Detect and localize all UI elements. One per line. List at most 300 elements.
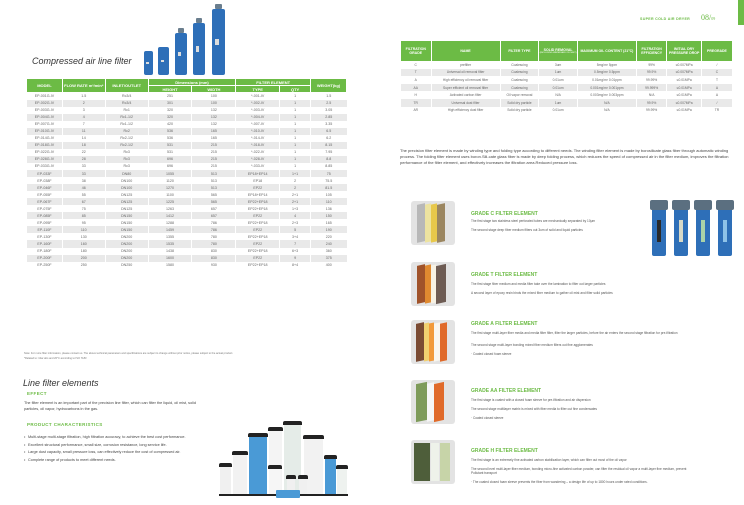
grade-h-line: The second level multi-layer fiber medium, bonding micro-fine activated carbon powder, can filter the residual oil vapor a multi-layer fine medium, prevent Pollutant transport <box>471 467 687 476</box>
precision-filter-description: The precision filter element is made by winding type and folding type according to different needs. The winding filter element is made by borosilicate glass fiber through automatic winding process. The folding filter element uses boron.Sili-cate glass fiber is made by deep folding process, which reduces the speed of compressed air in the filter medium, improves the filtration performance of the filter element, and effectively increases the filtration area.Reduced pressure loss. <box>400 148 729 165</box>
table-cell: EP-250F <box>27 262 63 269</box>
table-cell: Solid dry particle <box>500 107 539 115</box>
table-cell: Activated carbon filter <box>431 91 500 99</box>
cartridge <box>299 478 307 496</box>
cartridge <box>233 454 247 496</box>
table-cell: 696 <box>148 156 192 163</box>
table-row <box>401 107 733 115</box>
table-cell: 8.8 <box>311 156 347 163</box>
table-cell: Rc3/4 <box>105 100 148 107</box>
table-cell: 75 <box>62 205 105 212</box>
grade-a-line: · Coated closed foam sleeve <box>471 352 512 356</box>
effect-heading: EFFECT <box>27 391 47 396</box>
table-cell: Rc1-1/2 <box>105 121 148 128</box>
grade-a-line: The first stage multi-layer fiber media and media filter filter, filter the larger particles, before the air enters the second stage filtration for pre-filtration <box>471 331 678 335</box>
table-cell: 132 <box>192 121 236 128</box>
table-cell: *-003-IV <box>236 107 280 114</box>
table-cell: 81.5 <box>311 184 347 191</box>
table-cell: Rc1 <box>105 107 148 114</box>
table-cell: 6.5 <box>311 128 347 135</box>
table-cell: 1288 <box>148 219 192 226</box>
table-row <box>27 121 347 128</box>
table-cell: DN200 <box>105 248 148 255</box>
table-cell: Coalescing <box>500 69 539 77</box>
table-row <box>27 177 347 184</box>
table-cell: 2 <box>280 177 311 184</box>
table-cell: Rc2-1/2 <box>105 142 148 149</box>
table-cell: 2.5 <box>311 100 347 107</box>
table-cell: 6+3 <box>280 248 311 255</box>
table-cell: 11 <box>62 128 105 135</box>
header-inlet-outlet: INLET/OUTLET <box>105 79 148 93</box>
table-cell: EP22+EP18 <box>236 205 280 212</box>
table-row <box>27 205 347 212</box>
table-cell: ≤0.01MPa <box>667 84 702 92</box>
table-cell: 215 <box>192 163 236 170</box>
table-cell: 251 <box>148 93 192 100</box>
table-row <box>27 219 347 226</box>
table-cell: EP-055F <box>27 191 63 198</box>
table-row <box>27 149 347 156</box>
table-cell: 1600 <box>148 255 192 262</box>
table-row <box>27 135 347 142</box>
table-cell: 9 <box>280 255 311 262</box>
header-solid-removal-sub: (INCLUDING WATER AND OIL MIST) <box>539 51 577 54</box>
table-cell: 1+1 <box>280 170 311 177</box>
header-grade: FILTRATION GRADE <box>401 41 432 61</box>
table-note: Note: For more filter information, please contact us. The above technical parameters and specifications are subject to change without prior notice, please subject to the actual product. <box>24 352 234 355</box>
table-cell: AA <box>401 84 432 92</box>
grade-c-line: The first stage two stainless steel perforated tubes are mechanically separated by 10μm <box>471 219 596 223</box>
page-number <box>701 13 715 22</box>
page-tab-bar <box>738 0 744 25</box>
table-cell: 1.5 <box>62 93 105 100</box>
table-cell: 1 <box>280 107 311 114</box>
table-cell: 1 <box>280 121 311 128</box>
table-cell: 420 <box>148 121 192 128</box>
table-row <box>401 69 733 77</box>
table-row <box>27 212 347 219</box>
table-cell: 1263 <box>148 205 192 212</box>
table-cell: EP-130F <box>27 233 63 240</box>
table-cell: 5 <box>280 226 311 233</box>
table-cell: 8.85 <box>311 163 347 170</box>
filter-housing <box>193 23 205 75</box>
table-footnote: *Related to: 1bar abs and 20°C according to ISO 7183 <box>24 357 87 360</box>
table-cell: EP-046F <box>27 184 63 191</box>
table-cell: DN200 <box>105 233 148 240</box>
table-cell: 1 <box>280 149 311 156</box>
table-cell: 130 <box>62 233 105 240</box>
table-row <box>27 233 347 240</box>
table-cell: EP22+EP18 <box>236 262 280 269</box>
table-row <box>27 93 347 100</box>
table-cell: 400 <box>311 262 347 269</box>
table-row <box>27 248 347 255</box>
table-cell: EP-075F <box>27 205 63 212</box>
header-pressure-drop: INITIAL DRY PRESSURE DROP <box>667 41 702 61</box>
table-cell: High efficiency oil removal filter <box>431 76 500 84</box>
grade-aa-title: GRADE AA FILTER ELEMENT <box>471 388 542 394</box>
filter-housing <box>175 33 187 75</box>
grade-c-line: The second stage deep fiber medium filters out 3um of solid and liquid particles <box>471 228 583 232</box>
table-cell: 200 <box>62 255 105 262</box>
table-cell: 215 <box>192 142 236 149</box>
table-cell: 513 <box>192 177 236 184</box>
table-cell: *-001-IV <box>236 93 280 100</box>
table-cell: DN150 <box>105 219 148 226</box>
table-cell: 95 <box>62 219 105 226</box>
table-row <box>27 142 347 149</box>
page-number-current: 08/ <box>701 13 712 22</box>
table-cell: 165 <box>192 135 236 142</box>
list-item: • Large dust capacity, small pressure loss, can effectively reduce the cost of compressed air. <box>24 450 208 455</box>
table-row <box>27 255 347 262</box>
table-cell: EP-067F <box>27 198 63 205</box>
table-cell: *-002-IV <box>236 100 280 107</box>
table-cell: 99.999% <box>636 84 667 92</box>
table-cell: 2+1 <box>280 198 311 205</box>
table-cell: 375 <box>311 255 347 262</box>
line-filter-spec-table <box>26 78 347 269</box>
header-text: SUPER COLD AIR DRYER <box>640 17 691 21</box>
table-cell: 2+3 <box>280 219 311 226</box>
table-cell: Rc3/4 <box>105 93 148 100</box>
header-flow-rate: FLOW RATE m³/min* <box>62 79 105 93</box>
table-cell: 67 <box>62 198 105 205</box>
table-cell: 85 <box>62 212 105 219</box>
table-cell: *-010-IV <box>236 128 280 135</box>
table-cell: 1 <box>280 135 311 142</box>
header-solid-removal-label: SOLID REMOVAL <box>543 47 573 52</box>
grade-h-line: · The coated closed foam sleeve prevents the fiber from wandering – a design life of up to 1800 hours under rated conditions. <box>471 480 648 484</box>
table-row <box>27 128 347 135</box>
grade-t-title: GRADE T FILTER ELEMENT <box>471 272 538 278</box>
table-cell: 531 <box>148 149 192 156</box>
table-cell: 132 <box>192 114 236 121</box>
header-weight: WEIGHT(kg) <box>311 79 347 93</box>
table-cell: 2+1 <box>280 191 311 198</box>
table-cell: 696 <box>148 163 192 170</box>
table-cell: Rc2-1/2 <box>105 135 148 142</box>
table-cell: EP22+EP18 <box>236 198 280 205</box>
table-cell: 320 <box>148 107 192 114</box>
table-cell: 320 <box>148 114 192 121</box>
header-qty: QTY <box>280 86 311 93</box>
table-cell: DN250 <box>105 262 148 269</box>
table-cell: 780 <box>192 240 236 247</box>
table-cell: 132 <box>192 107 236 114</box>
cartridge <box>220 466 231 496</box>
table-cell: Solid dry particle <box>500 99 539 107</box>
line-filter-elements-title: Line filter elements <box>23 378 99 388</box>
grade-c-title: GRADE C FILTER ELEMENT <box>471 211 538 217</box>
table-cell: EP-014G-IV <box>27 135 63 142</box>
table-cell: 22 <box>62 149 105 156</box>
table-cell: 8.15 <box>311 142 347 149</box>
list-item: • Multi-stage multi-stage filtration, high filtration accuracy, to achieve the best cost performance. <box>24 435 208 440</box>
table-cell: 565 <box>192 198 236 205</box>
table-cell: EP18 <box>236 177 280 184</box>
table-cell: 3.35 <box>311 121 347 128</box>
filter-housing <box>144 51 153 75</box>
table-cell: EP-028G-IV <box>27 156 63 163</box>
table-cell: 657 <box>192 205 236 212</box>
table-cell: 301 <box>148 100 192 107</box>
table-cell: 1355 <box>148 233 192 240</box>
table-cell: prefilter <box>431 61 500 69</box>
table-cell: Universal dust filter <box>431 99 500 107</box>
table-cell: EP-110F <box>27 226 63 233</box>
table-row <box>27 226 347 233</box>
table-cell: 1535 <box>148 240 192 247</box>
table-cell: ≤0.01MPa <box>667 76 702 84</box>
table-cell: 220 <box>311 233 347 240</box>
table-cell: 99.9% <box>636 69 667 77</box>
grade-aa-line: · Coated closed sleeve <box>471 416 504 420</box>
table-cell: 1 <box>280 114 311 121</box>
table-cell: 0.01um <box>539 76 578 84</box>
table-cell: 1100 <box>148 191 192 198</box>
table-cell: 4 <box>280 212 311 219</box>
table-cell: Rc1-1/2 <box>105 114 148 121</box>
table-cell: *-018-IV <box>236 142 280 149</box>
table-cell: Super efficient oil removal filter <box>431 84 500 92</box>
table-cell: 513 <box>192 170 236 177</box>
table-cell: EP-033F <box>27 170 63 177</box>
table-cell: 165 <box>192 128 236 135</box>
table-cell: ≤0.007MPa <box>667 69 702 77</box>
table-cell: 531 <box>148 142 192 149</box>
table-row <box>401 84 733 92</box>
table-cell: EP-160F <box>27 240 63 247</box>
table-cell: 3.05 <box>311 107 347 114</box>
table-row <box>27 100 347 107</box>
table-cell: C <box>401 61 432 69</box>
table-cell: EP-003G-IV <box>27 107 63 114</box>
table-cell: EP22+EP18 <box>236 248 280 255</box>
table-cell: 2 <box>62 100 105 107</box>
header-height: HEIGHT <box>148 86 192 93</box>
characteristics-heading: PRODUCT CHARACTERISTICS <box>27 422 103 427</box>
cartridge <box>325 458 336 496</box>
grade-c-element-image <box>411 201 455 245</box>
table-cell: DN80 <box>105 170 148 177</box>
table-cell: 1459 <box>148 226 192 233</box>
table-cell: EP-010G-IV <box>27 128 63 135</box>
table-cell: A <box>701 91 732 99</box>
header-max-oil: MAXIMUM OIL CONTENT (21°C) <box>577 41 636 61</box>
table-cell: N/A <box>636 91 667 99</box>
table-cell: TR <box>701 107 732 115</box>
table-cell: EP-002G-IV <box>27 100 63 107</box>
table-cell: 1438 <box>148 248 192 255</box>
table-cell: N/A <box>577 107 636 115</box>
table-row <box>27 184 347 191</box>
table-cell: 110 <box>311 198 347 205</box>
header-pregrade: PREGRADE <box>701 41 732 61</box>
table-row <box>401 91 733 99</box>
filter-housing <box>158 47 169 75</box>
table-cell: EP-085F <box>27 212 63 219</box>
table-row <box>27 198 347 205</box>
header-model: MODEL <box>27 79 63 93</box>
table-cell: 786 <box>192 219 236 226</box>
table-row <box>401 61 733 69</box>
table-cell: DN200 <box>105 255 148 262</box>
table-cell: 1 <box>280 163 311 170</box>
table-cell: 99.9% <box>636 99 667 107</box>
table-cell: 830 <box>192 248 236 255</box>
table-cell: 136 <box>311 205 347 212</box>
table-cell: 1+3 <box>280 205 311 212</box>
table-cell: N/A <box>539 91 578 99</box>
table-cell: EP22 <box>236 255 280 262</box>
table-cell: 215 <box>192 149 236 156</box>
table-row <box>27 107 347 114</box>
grade-aa-line: The second stage multilayer matrix is mixed with fiber media to filter out fine condensates <box>471 407 597 411</box>
table-cell: 5mg/m³ 5ppm <box>577 61 636 69</box>
table-cell: 38 <box>62 177 105 184</box>
table-cell: 99.99% <box>636 107 667 115</box>
table-cell: 215 <box>192 156 236 163</box>
table-cell: 1 <box>280 142 311 149</box>
table-cell: 513 <box>192 184 236 191</box>
table-cell: 1 <box>280 156 311 163</box>
table-cell: 536 <box>148 128 192 135</box>
table-cell: 6.2 <box>311 135 347 142</box>
filter-housings-image <box>140 3 240 75</box>
table-cell: 3um <box>539 61 578 69</box>
table-cell: 0.5mg/m³ 0.5ppm <box>577 69 636 77</box>
table-cell: 1120 <box>148 177 192 184</box>
header-width: WIDTH <box>192 86 236 93</box>
table-cell: 100 <box>192 93 236 100</box>
list-item: • Excellent structural performance, small size, corrosion resistance, long service life. <box>24 443 208 448</box>
table-cell: 75.5 <box>311 177 347 184</box>
table-cell: TR <box>401 99 432 107</box>
table-cell: 75 <box>311 170 347 177</box>
table-cell: Oil vapor removal <box>500 91 539 99</box>
table-cell: 1270 <box>148 184 192 191</box>
table-cell: / <box>701 99 732 107</box>
table-cell: 0.01um <box>539 84 578 92</box>
table-cell: DN100 <box>105 184 148 191</box>
header-name: NAME <box>431 41 500 61</box>
cartridge <box>337 468 347 496</box>
table-cell: *-014-IV <box>236 135 280 142</box>
table-cell: 2 <box>280 184 311 191</box>
table-cell: 110 <box>62 226 105 233</box>
table-row <box>27 191 347 198</box>
table-cell: 1 <box>280 100 311 107</box>
table-cell: 1um <box>539 69 578 77</box>
table-cell: 780 <box>192 233 236 240</box>
table-cell: High efficiency dust filter <box>431 107 500 115</box>
table-cell: / <box>701 61 732 69</box>
table-cell: 8+4 <box>280 262 311 269</box>
page-number-sub: 09 <box>711 16 716 21</box>
table-cell: DN200 <box>105 240 148 247</box>
table-cell: 565 <box>192 191 236 198</box>
table-cell: 1055 <box>148 170 192 177</box>
table-cell: DN125 <box>105 191 148 198</box>
table-cell: ≤0.007MPa <box>667 61 702 69</box>
table-cell: T <box>401 69 432 77</box>
grade-h-title: GRADE H FILTER ELEMENT <box>471 448 538 454</box>
table-row <box>27 114 347 121</box>
grade-a-title: GRADE A FILTER ELEMENT <box>471 321 538 327</box>
header-dimensions: Dimensions (mm) <box>148 79 236 86</box>
table-cell: Coalescing <box>500 84 539 92</box>
table-cell: 4 <box>62 114 105 121</box>
filtration-grade-table <box>400 41 732 114</box>
grade-t-line: A second layer of epoxy resin binds the mixed fiber medium to gather oil mist and filter solid particles <box>471 291 613 295</box>
table-cell: C <box>701 69 732 77</box>
list-item: • Complete range of products to meet different needs. <box>24 458 208 463</box>
table-cell: 3 <box>62 107 105 114</box>
table-cell: 7.95 <box>311 149 347 156</box>
table-cell: EP-180F <box>27 248 63 255</box>
section-title: Compressed air line filter <box>32 56 132 66</box>
table-row <box>27 240 347 247</box>
table-cell: 33 <box>62 170 105 177</box>
table-cell: Coalescing <box>500 76 539 84</box>
table-cell: ≤0.01MPa <box>667 107 702 115</box>
table-cell: ≤0.01MPa <box>667 91 702 99</box>
grade-a-element-image <box>411 320 455 364</box>
table-cell: 99.99% <box>636 76 667 84</box>
table-cell: 14 <box>62 135 105 142</box>
table-cell: 0.01mg/m³ 0.01ppm <box>577 76 636 84</box>
table-cell: A <box>701 84 732 92</box>
table-cell: 46 <box>62 184 105 191</box>
table-cell: 536 <box>148 135 192 142</box>
table-cell: 180 <box>62 248 105 255</box>
table-cell: EP-095F <box>27 219 63 226</box>
table-cell: *-033-IV <box>236 163 280 170</box>
table-cell: 160 <box>62 240 105 247</box>
header-filter-element: FILTER ELEMENT <box>236 79 311 86</box>
table-cell: T <box>701 76 732 84</box>
table-row <box>27 163 347 170</box>
table-cell: 1580 <box>148 262 192 269</box>
table-cell: DN150 <box>105 212 148 219</box>
table-row <box>27 170 347 177</box>
characteristics-list <box>24 435 208 465</box>
table-cell: Rc3 <box>105 163 148 170</box>
table-cell: *-007-IV <box>236 121 280 128</box>
table-cell: *-004-IV <box>236 114 280 121</box>
table-cell: 33 <box>62 163 105 170</box>
table-cell: AR <box>401 107 432 115</box>
table-cell: EP-038F <box>27 177 63 184</box>
table-cell: DN125 <box>105 205 148 212</box>
table-cell: Universal oil removal filter <box>431 69 500 77</box>
cartridge <box>249 436 267 496</box>
table-cell: 165 <box>311 219 347 226</box>
table-cell: EP-018G-IV <box>27 142 63 149</box>
grade-t-element-image <box>411 262 455 306</box>
table-cell: EP-200F <box>27 255 63 262</box>
effect-text: The filter element is an important part of the precision line filter, which can filter the liquid, oil mist, solid particles, oil vapor, hydrocarbons in the gas. <box>24 401 196 411</box>
table-cell: 150 <box>311 212 347 219</box>
table-cell: 190 <box>311 226 347 233</box>
table-cell: EP22+EP18 <box>236 233 280 240</box>
grade-a-line: The second stage multi-layer bonding mixed fiber medium filters out fine agglomerates <box>471 343 593 347</box>
table-cell: 1225 <box>148 198 192 205</box>
table-cell: Rc3 <box>105 156 148 163</box>
